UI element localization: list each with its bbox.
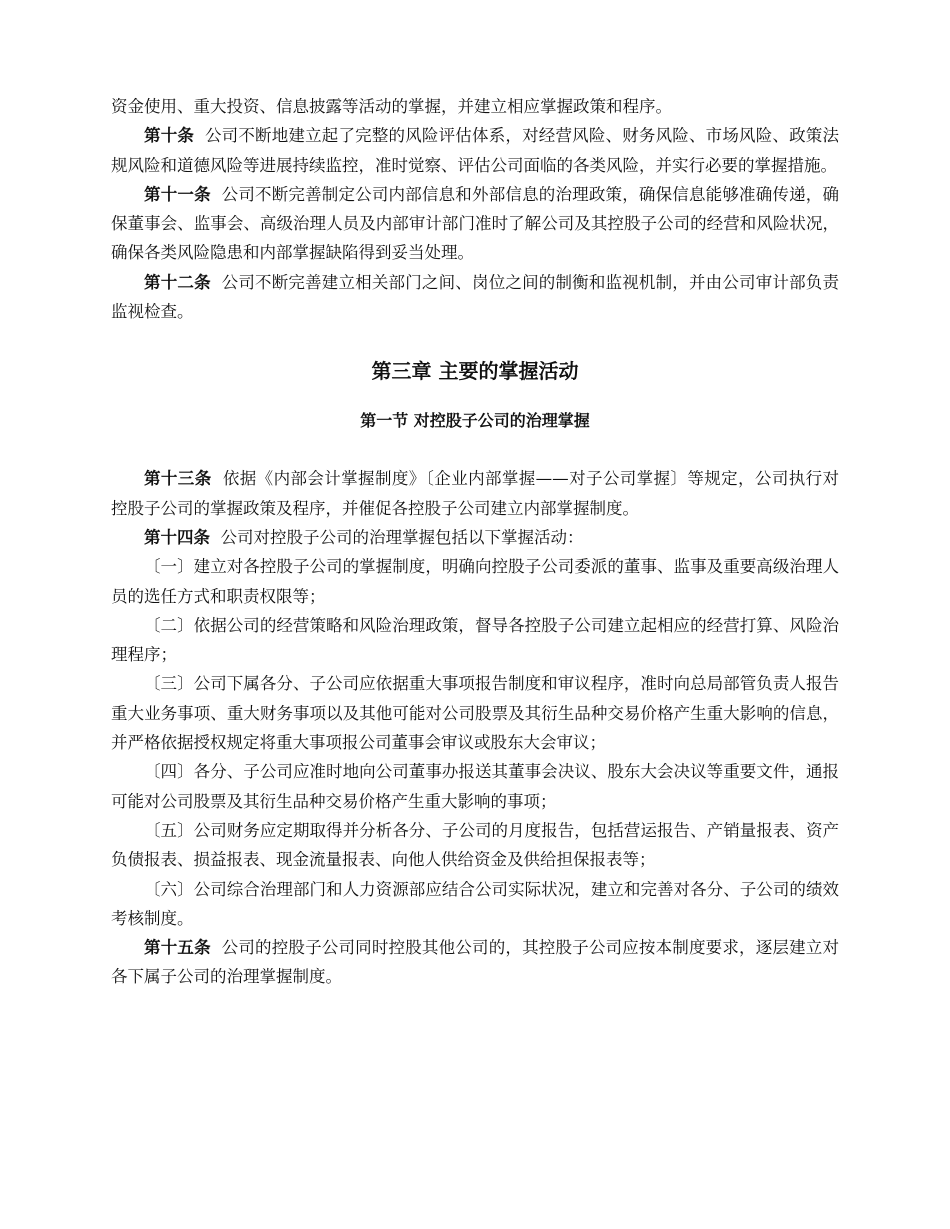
list-item: 〔二〕依据公司的经营策略和风险治理政策，督导各控股子公司建立起相应的经营打算、风险治理程序； bbox=[111, 615, 839, 665]
list-item: 〔六〕公司综合治理部门和人力资源部应结合公司实际状况，建立和完善对各分、子公司的绩效考核制度。 bbox=[111, 879, 839, 928]
article-label: 第十三条 bbox=[144, 469, 212, 489]
article-11 bbox=[111, 180, 839, 268]
article-15 bbox=[111, 933, 839, 992]
paragraph-text: 资金使用、重大投资、信息披露等活动的掌握，并建立相应掌握政策和程序。 bbox=[111, 97, 672, 116]
article-label: 第十一条 bbox=[144, 184, 211, 204]
list-item: 〔三〕公司下属各分、子公司应依据重大事项报告制度和审议程序，准时向总局部管负责人报告重大业务事项、重大财务事项以及其他可能对公司股票及其衍生品种交易价格产生重大影响的信息，并严格依据授权规定将重大事项报公司董事会审议或股东大会审议； bbox=[111, 674, 839, 753]
article-14 bbox=[111, 523, 839, 552]
article-text: 公司不断地建立起了完整的风险评估体系，对经营风险、财务风险、市场风险、政策法规风险和道德风险等进展持续监控，准时觉察、评估公司面临的各类风险，并实行必要的掌握措施。 bbox=[111, 126, 840, 175]
document-page bbox=[111, 92, 839, 992]
spacer bbox=[111, 434, 839, 464]
article-label: 第十四条 bbox=[144, 527, 210, 547]
section-title: 第一节 对控股子公司的治理掌握 bbox=[360, 411, 590, 431]
article-text: 依据《内部会计掌握制度》〔企业内部掌握——对子公司掌握〕等规定，公司执行对控股子公司的掌握政策及程序，并催促各控股子公司建立内部掌握制度。 bbox=[111, 469, 840, 518]
article-text: 公司的控股子公司同时控股其他公司的，其控股子公司应按本制度要求，逐层建立对各下属子公司的治理掌握制度。 bbox=[111, 938, 839, 987]
list-item: 〔一〕建立对各控股子公司的掌握制度，明确向控股子公司委派的董事、监事及重要高级治理人员的选任方式和职责权限等； bbox=[111, 557, 839, 606]
article-12 bbox=[111, 268, 839, 327]
list-item: 〔四〕各分、子公司应准时地向公司董事办报送其董事会决议、股东大会决议等重要文件，通报可能对公司股票及其衍生品种交易价格产生重大影响的事项； bbox=[111, 762, 839, 811]
article-13 bbox=[111, 464, 839, 523]
list-item: 〔五〕公司财务应定期取得并分析各分、子公司的月度报告，包括营运报告、产销量报表、资产负债报表、损益报表、现金流量报表、向他人供给资金及供给担保报表等； bbox=[111, 820, 839, 870]
article-text: 公司对控股子公司的治理掌握包括以下掌握活动： bbox=[220, 527, 584, 547]
article-label: 第十二条 bbox=[144, 272, 211, 292]
paragraph-continuation bbox=[111, 92, 839, 121]
chapter-title: 第三章 主要的掌握活动 bbox=[371, 359, 579, 384]
article-label: 第十条 bbox=[144, 126, 195, 146]
article-text: 公司不断完善制定公司内部信息和外部信息的治理政策，确保信息能够准确传递，确保董事会、监事会、高级治理人员及内部审计部门准时了解公司及其控股子公司的经营和风险状况，确保各类风险隐患和内部掌握缺陷得到妥当处理。 bbox=[111, 184, 839, 263]
article-label: 第十五条 bbox=[144, 938, 211, 958]
article-text: 公司不断完善建立相关部门之间、岗位之间的制衡和监视机制，并由公司审计部负责监视检查。 bbox=[111, 272, 839, 322]
article-10 bbox=[111, 121, 839, 180]
